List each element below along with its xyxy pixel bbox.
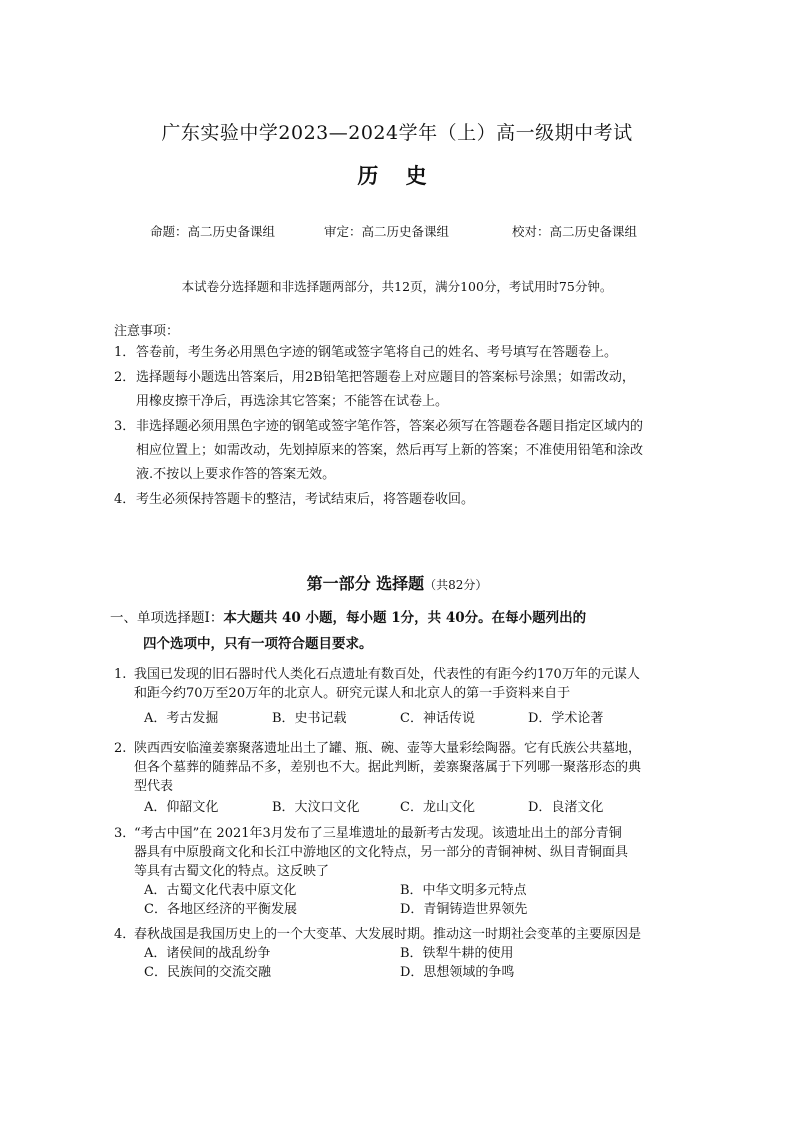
note-text: 非选择题必须用黑色字迹的钢笔或签字笔作答，答案必须写在答题卷各题目指定区域内的 <box>136 419 644 434</box>
note-text: 考生必须保持答题卡的整洁，考试结束后，将答题卷收回。 <box>136 492 475 507</box>
note-text: 用橡皮擦干净后，再选涂其它答案；不能答在试卷上。 <box>136 394 449 409</box>
notes-heading: 注意事项： <box>114 324 180 339</box>
note-number: 1． <box>114 345 136 360</box>
note-text: 相应位置上；如需改动，先划掉原来的答案，然后再写上新的答案；不准使用铅笔和涂改 <box>136 443 644 458</box>
option-c[interactable]: C．龙山文化 <box>400 800 475 815</box>
note-text: 液.不按以上要求作答的答案无效。 <box>136 467 336 482</box>
question-text: 春秋战国是我国历史上的一个大变革、大发展时期。推动这一时期社会变革的主要原因是 <box>134 927 642 942</box>
option-a[interactable]: A．古蜀文化代表中原文化 <box>144 883 297 898</box>
note-number: 2． <box>114 370 136 385</box>
option-c[interactable]: C．民族间的交流交融 <box>144 965 271 980</box>
options <box>114 797 694 819</box>
question-text: 型代表 <box>134 779 174 794</box>
part-heading <box>0 571 794 594</box>
option-a[interactable]: A．考古发掘 <box>144 711 219 726</box>
option-b[interactable]: B．铁犁牛耕的使用 <box>400 946 514 961</box>
section-rule: 四个选项中，只有一项符合题目要求。 <box>143 636 373 652</box>
question-text: 等具有古蜀文化的特点。这反映了 <box>134 864 330 879</box>
option-b[interactable]: B．史书记载 <box>272 711 347 726</box>
part-title: 第一部分 选择题 <box>306 574 425 593</box>
reviewer-credit: 审定：高二历史备课组 <box>324 224 450 239</box>
note-item <box>114 366 694 414</box>
option-d[interactable]: D．青铜铸造世界领先 <box>400 902 528 917</box>
question-text: 陕西西安临潼姜寨聚落遗址出土了罐、瓶、碗、壶等大量彩绘陶器。它有氏族公共墓地， <box>134 741 642 756</box>
exam-title: 广东实验中学2023—2024学年（上）高一级期中考试 <box>161 122 633 144</box>
question-2 <box>114 739 694 819</box>
question-text: 我国已发现的旧石器时代人类化石点遗址有数百处，代表性的有距今约170万年的元谋人 <box>134 667 640 682</box>
exam-intro: 本试卷分选择题和非选择题两部分，共12页，满分100分，考试用时75分钟。 <box>181 279 613 294</box>
question-number: 4． <box>114 927 136 942</box>
question-number: 1. <box>114 667 127 682</box>
options <box>114 944 694 982</box>
section-instructions <box>110 605 700 657</box>
option-a[interactable]: A．诸侯间的战乱纷争 <box>144 946 271 961</box>
question-number: 3． <box>114 826 136 841</box>
setter-credit: 命题：高二历史备课组 <box>150 224 276 239</box>
question-3 <box>114 824 694 919</box>
question-1 <box>114 665 694 730</box>
question-text: 器具有中原殷商文化和长江中游地区的文化特点，另一部分的青铜神树、纵目青铜面具 <box>134 845 629 860</box>
note-item <box>114 488 694 512</box>
question-4 <box>114 925 694 982</box>
subject-title: 历 史 <box>357 163 437 188</box>
option-b[interactable]: B．中华文明多元特点 <box>400 883 527 898</box>
question-text: 但各个墓葬的随葬品不多，差别也不大。据此判断，姜寨聚落属于下列哪一聚落形态的典 <box>134 760 642 775</box>
option-b[interactable]: B．大汶口文化 <box>272 800 360 815</box>
question-text: 和距今约70万至20万年的北京人。研究元谋人和北京人的第一手资料来自于 <box>134 686 571 701</box>
note-text: 选择题每小题选出答案后，用2B铅笔把答题卷上对应题目的答案标号涂黑；如需改动， <box>136 370 635 385</box>
option-d[interactable]: D．学术论著 <box>528 711 604 726</box>
options <box>114 881 694 919</box>
option-c[interactable]: C．各地区经济的平衡发展 <box>144 902 297 917</box>
note-item <box>114 341 694 365</box>
option-a[interactable]: A．仰韶文化 <box>144 800 219 815</box>
proofreader-credit: 校对：高二历史备课组 <box>512 224 638 239</box>
option-c[interactable]: C．神话传说 <box>400 711 475 726</box>
section-rule: 本大题共 40 小题，每小题 1分，共 40分。在每小题列出的 <box>223 610 587 626</box>
note-number: 3． <box>114 419 136 434</box>
question-number: 2. <box>114 741 127 756</box>
options <box>114 708 694 730</box>
note-item <box>114 415 694 487</box>
note-number: 4． <box>114 492 136 507</box>
option-d[interactable]: D．思想领域的争鸣 <box>400 965 515 980</box>
section-prefix: 一、单项选择题Ⅰ： <box>110 610 224 626</box>
option-d[interactable]: D．良渚文化 <box>528 800 604 815</box>
note-text: 答卷前，考生务必用黑色字迹的钢笔或签字笔将自己的姓名、考号填写在答题卷上。 <box>136 345 618 360</box>
part-points: （共82分） <box>424 578 488 592</box>
question-text: “考古中国”在 2021年3月发布了三星堆遗址的最新考古发现。该遗址出土的部分青铜 <box>134 826 622 841</box>
